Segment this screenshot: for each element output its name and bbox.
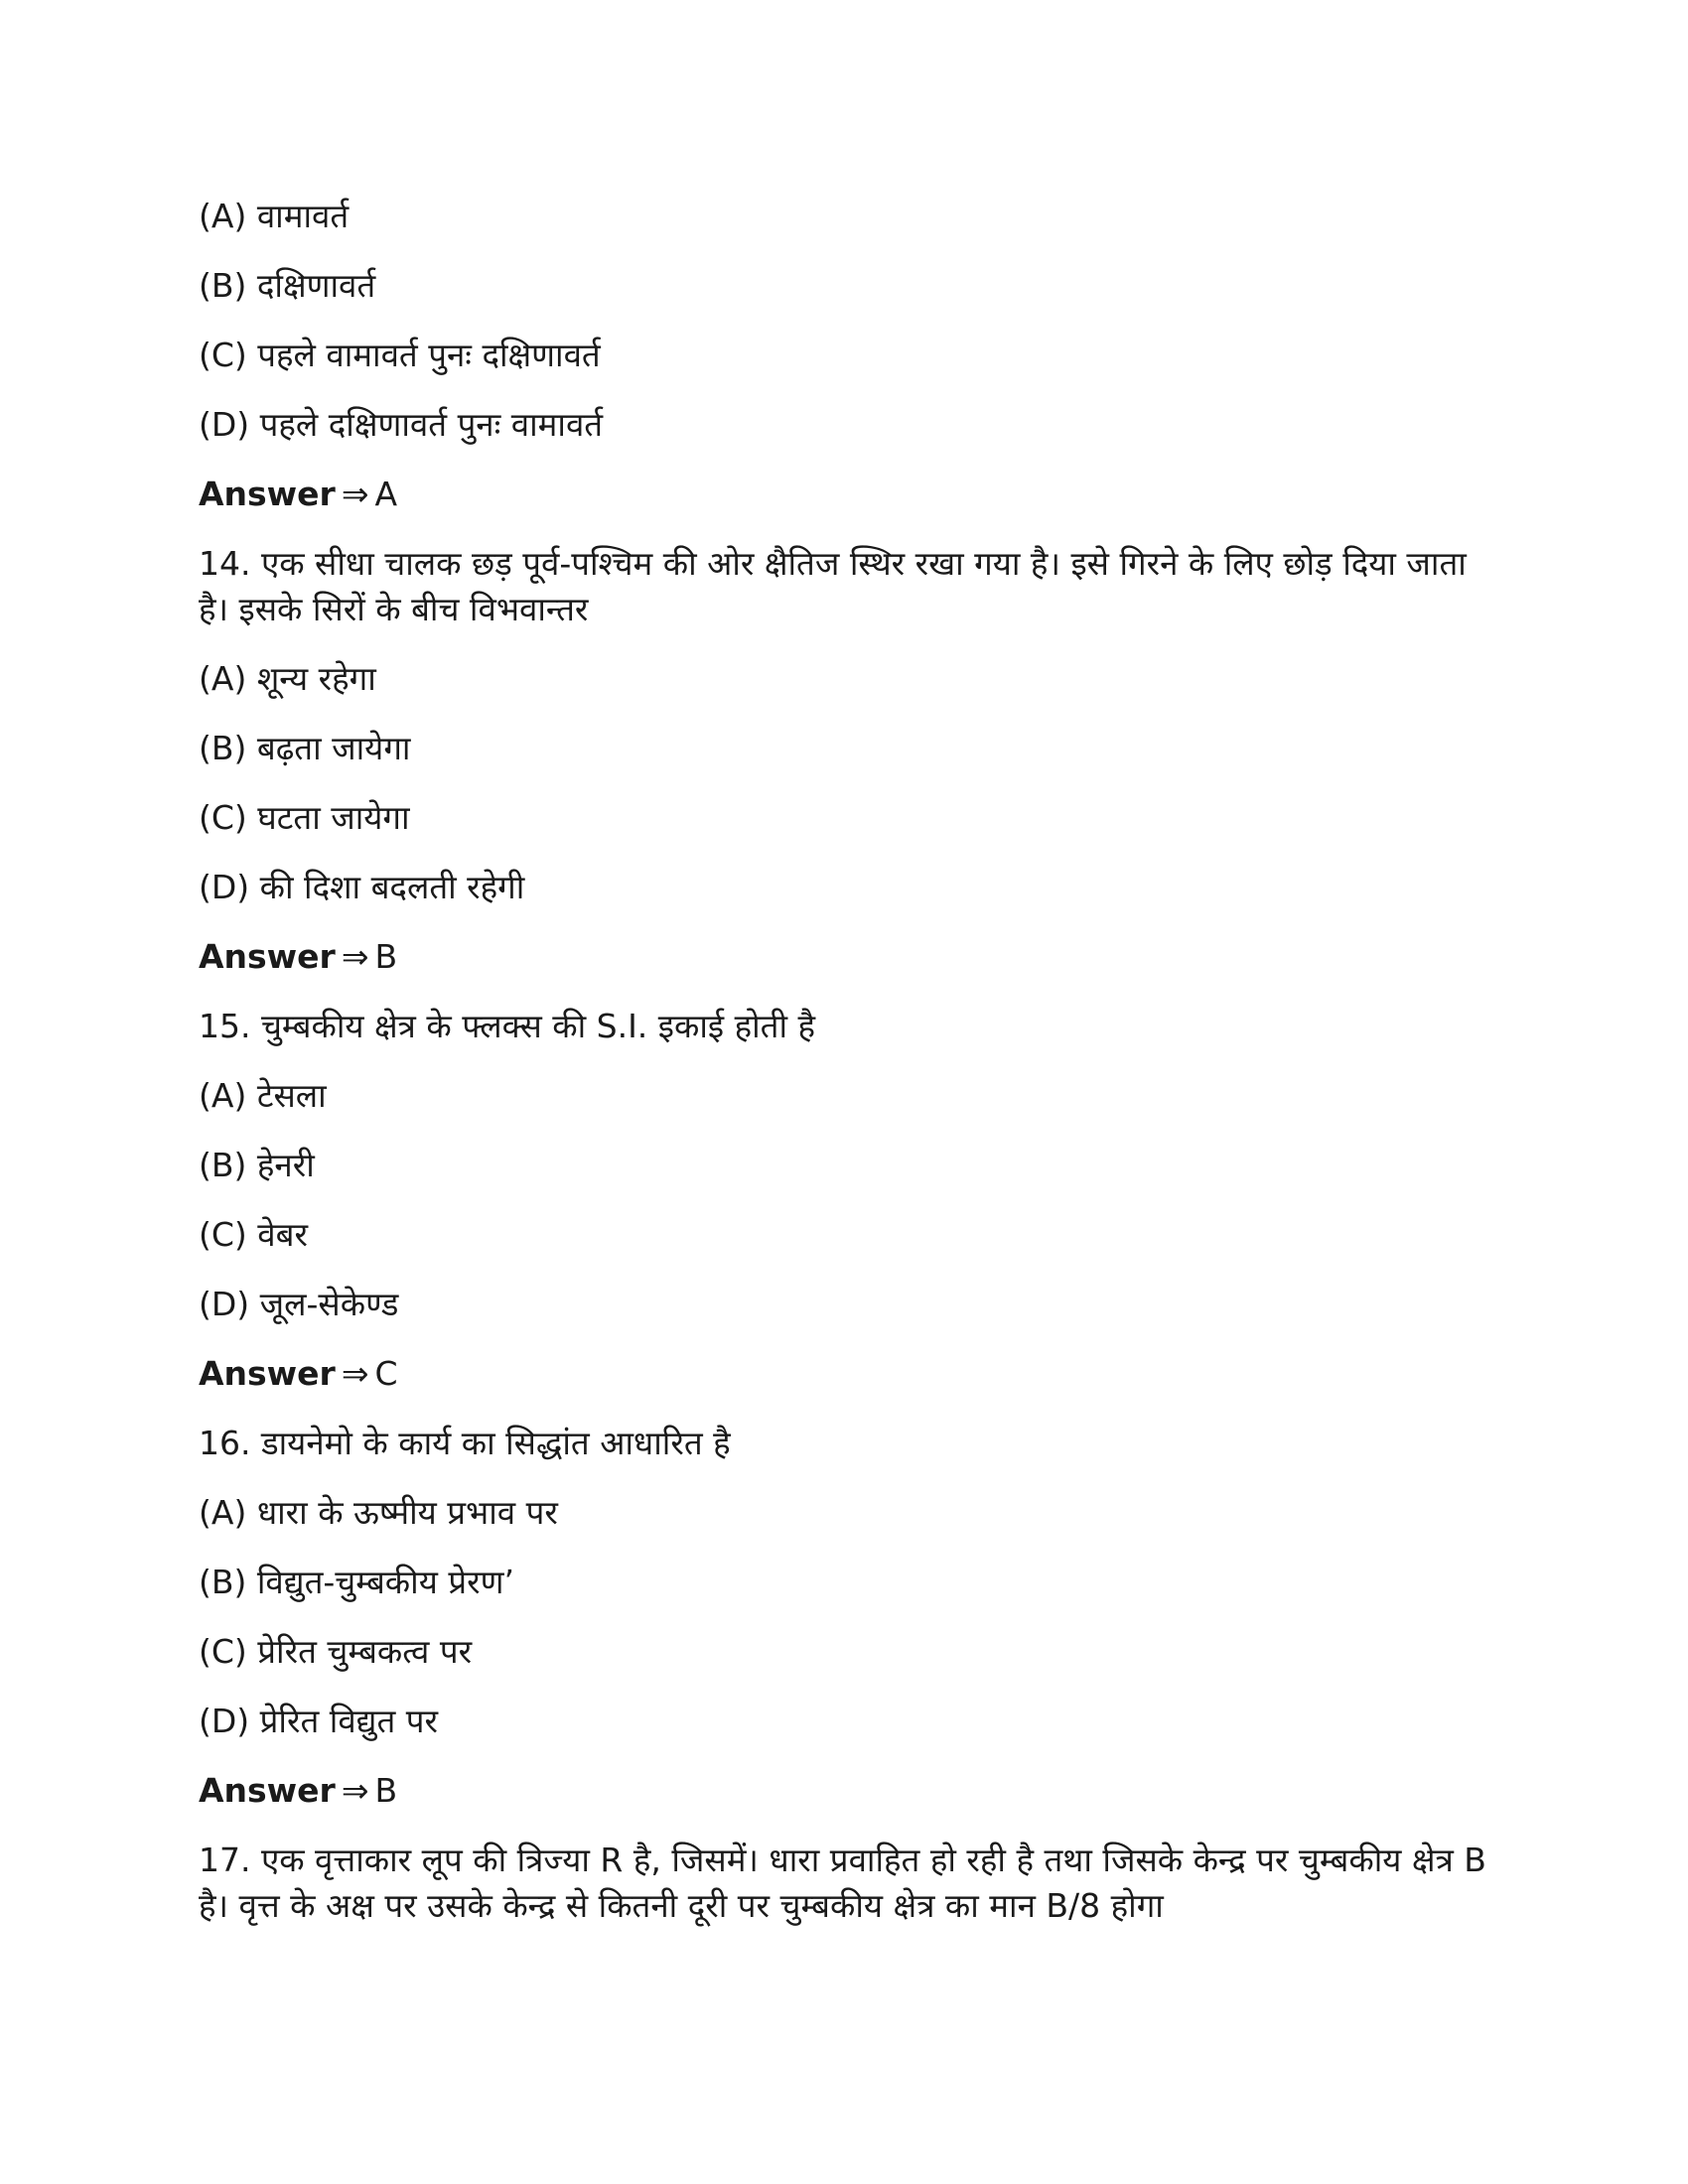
q17-question: 17. एक वृत्ताकार लूप की त्रिज्या R है, जिसमें। धारा प्रवाहित हो रही है तथा जिसके केन्द्र पर चुम्बकीय क्षेत्र B है। वृत्त के अक्ष पर उसके केन्द्र से कितनी दूरी पर चुम्बकीय क्षेत्र का मान B/8 होगा <box>199 1841 1486 1925</box>
answer-label: Answer <box>199 475 336 513</box>
answer-value: B <box>374 1771 398 1810</box>
answer-arrow: ⇒ <box>341 1354 369 1393</box>
q15-answer <box>199 1351 1489 1397</box>
q13-option-b: (B) दक्षिणावर्त <box>199 266 376 305</box>
q16-answer <box>199 1768 1489 1814</box>
q15-option-d: (D) जूल-सेकेण्ड <box>199 1285 399 1323</box>
q16-option-a: (A) धारा के ऊष्मीय प्रभाव पर <box>199 1493 558 1532</box>
q15-question: 15. चुम्बकीय क्षेत्र के फ्लक्स की S.I. इकाई होती है <box>199 1007 816 1045</box>
answer-value: C <box>374 1354 398 1393</box>
answer-value: A <box>374 475 398 513</box>
q16-option-d: (D) प्रेरित विद्युत पर <box>199 1702 438 1740</box>
answer-label: Answer <box>199 1354 336 1393</box>
answer-label: Answer <box>199 937 336 976</box>
q16-option-c: (C) प्रेरित चुम्बकत्व पर <box>199 1632 473 1671</box>
answer-value: B <box>374 937 398 976</box>
q15-option-b: (B) हेनरी <box>199 1146 315 1184</box>
q13-option-c: (C) पहले वामावर्त पुनः दक्षिणावर्त <box>199 336 601 374</box>
answer-arrow: ⇒ <box>341 1771 369 1810</box>
q15-option-a: (A) टेसला <box>199 1076 327 1115</box>
answer-arrow: ⇒ <box>341 937 369 976</box>
answer-label: Answer <box>199 1771 336 1810</box>
q14-answer <box>199 934 1489 980</box>
q13-answer <box>199 472 1489 517</box>
document-page <box>199 194 1489 1953</box>
q13-option-a: (A) वामावर्त <box>199 197 350 235</box>
q15-option-c: (C) वेबर <box>199 1215 308 1254</box>
q13-option-d: (D) पहले दक्षिणावर्त पुनः वामावर्त <box>199 405 604 444</box>
answer-arrow: ⇒ <box>341 475 369 513</box>
q16-option-b: (B) विद्युत-चुम्बकीय प्रेरण’ <box>199 1563 514 1601</box>
q14-option-b: (B) बढ़ता जायेगा <box>199 729 411 767</box>
q14-option-c: (C) घटता जायेगा <box>199 798 410 837</box>
q14-question: 14. एक सीधा चालक छड़ पूर्व-पश्चिम की ओर क्षैतिज स्थिर रखा गया है। इसे गिरने के लिए छोड़ दिया जाता है। इसके सिरों के बीच विभवान्तर <box>199 544 1467 628</box>
q14-option-a: (A) शून्य रहेगा <box>199 659 376 698</box>
q14-option-d: (D) की दिशा बदलती रहेगी <box>199 868 525 906</box>
q16-question: 16. डायनेमो के कार्य का सिद्धांत आधारित है <box>199 1424 731 1462</box>
